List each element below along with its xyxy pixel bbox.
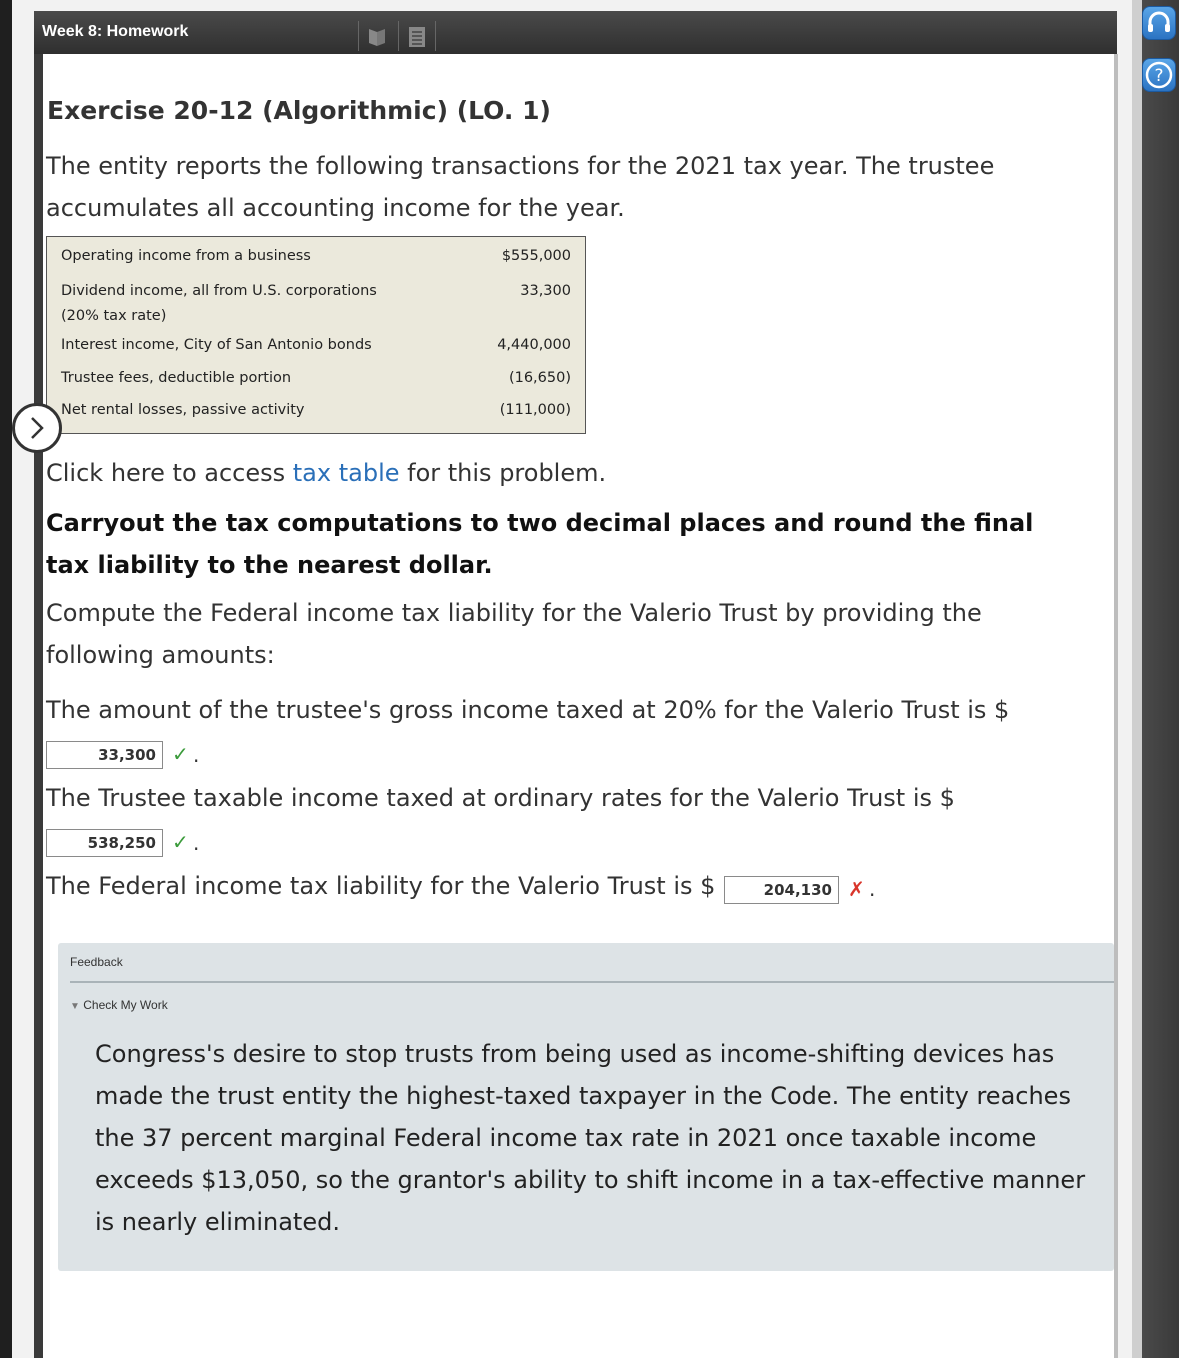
row-amount: (16,650) — [508, 369, 571, 386]
click-suffix: for this problem. — [407, 459, 607, 487]
row-amount: (111,000) — [499, 401, 571, 418]
question-1-text: The amount of the trustee's gross income taxed at 20% for the Valerio Trust is $ — [46, 696, 1010, 724]
rounding-instruction: Carryout the tax computations to two decimal places and round the final tax liability to the nearest dollar. — [46, 509, 1034, 579]
click-prefix: Click here to access — [46, 459, 286, 487]
right-rail — [1132, 0, 1179, 1358]
sentence-end: . — [869, 877, 876, 901]
row-label-note: (20% tax rate) — [61, 307, 167, 324]
content-left-border — [34, 54, 43, 1358]
row-amount: 4,440,000 — [497, 336, 571, 353]
row-amount: $555,000 — [501, 248, 571, 264]
headset-icon — [1143, 7, 1175, 39]
row-label: Net rental losses, passive activity — [61, 401, 305, 418]
feedback-label: Feedback — [70, 955, 123, 969]
check-my-work-toggle[interactable] — [70, 998, 168, 1012]
title-bar — [34, 11, 1117, 55]
row-label-multiline — [47, 269, 463, 329]
row-label: Operating income from a business — [61, 248, 311, 264]
table-row — [47, 329, 586, 362]
row-amount: 33,300 — [520, 282, 571, 299]
answer-input-3[interactable]: 204,130 — [724, 876, 839, 904]
feedback-panel — [58, 943, 1114, 1271]
content-area — [43, 54, 1114, 1358]
table-row — [47, 394, 586, 434]
row-label: Dividend income, all from U.S. corporations — [61, 282, 377, 299]
next-arrow-button[interactable] — [12, 403, 62, 453]
cross-icon: ✗ — [848, 877, 865, 901]
answer-input-1[interactable]: 33,300 — [46, 741, 163, 769]
exercise-title: Exercise 20-12 (Algorithmic) (LO. 1) — [47, 96, 551, 125]
triangle-down-icon: ▼ — [70, 1001, 80, 1012]
check-icon: ✓ — [172, 742, 189, 766]
compute-instruction: Compute the Federal income tax liability for the Valerio Trust by providing the following amounts: — [46, 599, 982, 669]
page-title: Week 8: Homework — [42, 23, 189, 40]
table-row — [47, 362, 586, 394]
document-button[interactable] — [398, 21, 436, 51]
feedback-divider — [70, 981, 1114, 983]
row-label: Trustee fees, deductible portion — [61, 369, 292, 386]
sentence-end: . — [193, 831, 200, 855]
book-icon — [359, 21, 395, 51]
content-right-border — [1114, 54, 1118, 1358]
chevron-right-icon — [15, 406, 59, 450]
question-2-text: The Trustee taxable income taxed at ordinary rates for the Valerio Trust is $ — [46, 784, 955, 812]
table-row — [47, 237, 586, 269]
feedback-text: Congress's desire to stop trusts from being used as income-shifting devices has made the trust entity the highest-taxed taxpayer in the Code. The entity reaches the 37 percent marginal Federal income tax rate in 2021 once taxable income exceeds $13,050, so the grantor's ability to shift income in a tax-effective manner is nearly eliminated. — [95, 1040, 1086, 1236]
tax-table-line — [46, 452, 606, 494]
sentence-end: . — [193, 743, 200, 767]
help-icon — [1143, 59, 1175, 91]
check-icon: ✓ — [172, 830, 189, 854]
transactions-table — [46, 236, 586, 434]
question-3-text: The Federal income tax liability for the Valerio Trust is $ — [46, 872, 716, 900]
svg-text:?: ? — [1154, 66, 1164, 86]
table-row — [47, 269, 586, 329]
row-label: Interest income, City of San Antonio bonds — [61, 336, 372, 353]
document-icon — [399, 21, 435, 51]
check-my-work-label: Check My Work — [83, 998, 168, 1012]
help-button[interactable] — [1142, 58, 1176, 92]
exercise-intro: The entity reports the following transactions for the 2021 tax year. The trustee accumulates all accounting income for the year. — [46, 152, 995, 222]
tax-table-link[interactable]: tax table — [292, 459, 400, 487]
ebook-button[interactable] — [358, 21, 395, 51]
headset-button[interactable] — [1142, 6, 1176, 40]
answer-input-2[interactable]: 538,250 — [46, 829, 163, 857]
